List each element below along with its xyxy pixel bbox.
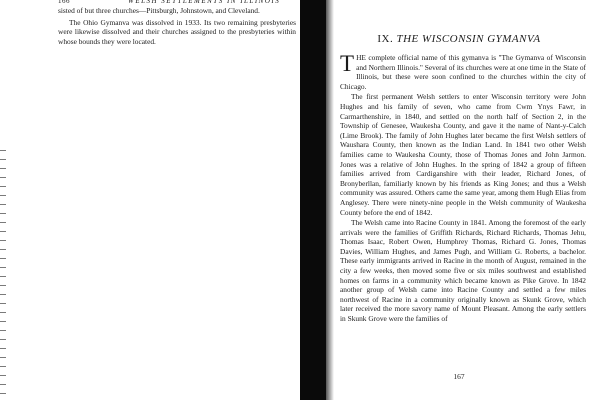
gutter-shadow (326, 0, 334, 400)
right-page-body (340, 53, 586, 324)
left-page-number: 166 (58, 0, 70, 5)
right-paragraph-3: The Welsh came into Racine County in 1841. Among the foremost of the early arrivals were the families of Griffith Richards, Richard Richards, Thomas Jehu, Thomas Isaac, Robert Owen, Humphrey Thomas, Richard G. Jones, Thomas Davies, William Hughes, and James Pugh, and William G. Roberts, a bachelor. These early immigrants arrived in Racine in the month of August, remained in the city a few weeks, then moved some five or six miles southwest and established homes on farms in a community which became known as Pike Grove. In 1842 another group of Welsh came into Racine County and settled a few miles northwest of Racine in a community originally known as Skunk Grove, which later received the more savory name of Mount Pleasant. Among the early settlers in Skunk Grove were the families of (340, 218, 586, 324)
left-paragraph-2: The Ohio Gymanva was dissolved in 1933. Its two remaining presbyteries were likewise dissolved and their churches assigned to the presbyteries within whose bounds they were located. (58, 17, 296, 46)
chapter-number: IX. (377, 33, 394, 45)
left-paragraph-1: sisted of but three churches—Pittsburgh, Johnstown, and Cleveland. (58, 6, 260, 15)
drop-cap: T (340, 51, 355, 76)
right-paragraph-1 (340, 53, 586, 91)
right-paragraph-2: The first permanent Welsh settlers to enter Wisconsin territory were John Hughes and his family of seven, who came from Cwm Ynys Fawr, in Carmarthenshire, in 1840, and settled on the north half of Section 2, in the Township of Genesee, Waukesha County, and gave it the name of Nant-y-Calch (Lime Brook). The family of John Hughes later became the first Welsh settlers of Waushara County, then known as the Indian Land. In 1841 two other Welsh families came to Waukesha County, those of Thomas Jones and John Jarmon. Jones was a relative of John Hughes. In the spring of 1842 a group of fifteen families arrived from Cardiganshire with their leader, Richard Jones, of Bronyberllan, familiarly known by his friends as King Jones; and thus a Welsh community was assured. Others came the same year, among them Hugh Elias from Anglesey. There were ninety-nine people in the Welsh community of Waukesha County before the end of 1842. (340, 92, 586, 217)
left-page-body (58, 6, 296, 46)
binding-gutter (300, 0, 326, 400)
chapter-heading (334, 33, 584, 46)
right-paragraph-1-text: HE complete official name of this gymanva is "The Gymanva of Wisconsin and Northern Illinois." Several of its churches were at one time in the State of Illinois, but these were soon confined to the churches within the city of Chicago. (340, 53, 586, 91)
chapter-title: THE WISCONSIN GYMANVA (396, 33, 541, 45)
right-page-number: 167 (453, 372, 465, 381)
right-page (334, 0, 600, 400)
page-edge-specks (0, 150, 6, 400)
left-running-head: WELSH SETTLEMENTS IN ILLINOIS (128, 0, 281, 5)
